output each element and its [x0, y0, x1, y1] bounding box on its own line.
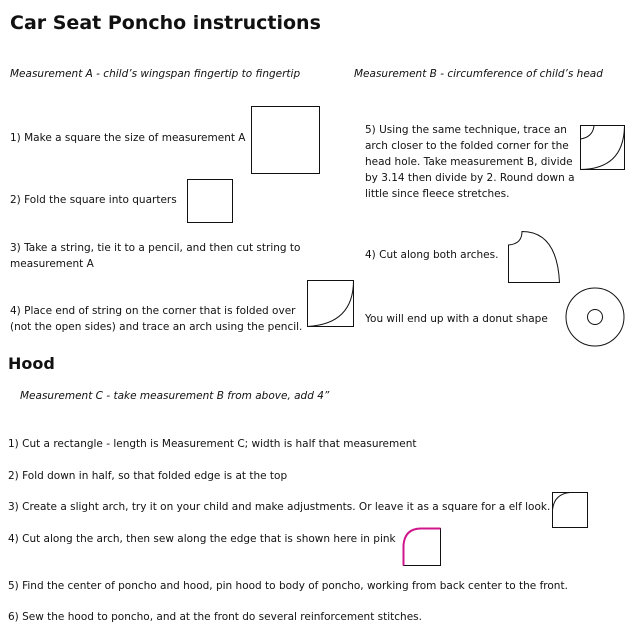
head-hole-figure: [580, 125, 625, 170]
hood-step-2-text: 2) Fold down in half, so that folded edge is at the top: [8, 470, 288, 482]
step-1-text: 1) Make a square the size of measurement A: [10, 132, 246, 144]
step-5-text: 5) Using the same technique, trace an arch closer to the folded corner for the head hole. Take measurement B, divide by 3.14 then divide by 2. Round down a little since fleece stretches.: [365, 124, 575, 200]
hood-step-3-text: 3) Create a slight arch, try it on your child and make adjustments. Or leave it as a square for a elf look.: [8, 501, 551, 513]
step-4-text: 4) Place end of string on the corner that is folded over (not the open sides) and trace an arch using the pencil.: [10, 305, 303, 333]
measurement-c-note: Measurement C - take measurement B from above, add 4”: [20, 390, 330, 402]
donut-result-text: You will end up with a donut shape: [365, 313, 548, 325]
hood-heading: Hood: [8, 354, 55, 373]
cut-arch-figure: [508, 231, 560, 283]
page-title: Car Seat Poncho instructions: [10, 12, 321, 34]
hood-step-6-text: 6) Sew the hood to poncho, and at the front do several reinforcement stitches.: [8, 611, 422, 623]
square-figure: [251, 106, 320, 174]
hood-step-4-text: 4) Cut along the arch, then sew along the edge that is shown here in pink: [8, 533, 396, 545]
step-2-text: 2) Fold the square into quarters: [10, 194, 177, 206]
folded-square-figure: [187, 179, 233, 223]
sewn-hood-figure: [403, 528, 441, 566]
hood-step-1-text: 1) Cut a rectangle - length is Measurement C; width is half that measurement: [8, 438, 417, 450]
measurement-b-note: Measurement B - circumference of child’s head: [354, 68, 603, 80]
hood-arch-figure: [552, 492, 588, 528]
cut-arches-text: 4) Cut along both arches.: [365, 249, 499, 261]
hood-step-5-text: 5) Find the center of poncho and hood, pin hood to body of poncho, working from back center to the front.: [8, 580, 568, 592]
donut-figure: [565, 287, 625, 347]
step-3-text: 3) Take a string, tie it to a pencil, and then cut string to measurement A: [10, 242, 301, 270]
measurement-a-note: Measurement A - child’s wingspan fingertip to fingertip: [10, 68, 301, 80]
arch-square-figure: [307, 280, 354, 327]
